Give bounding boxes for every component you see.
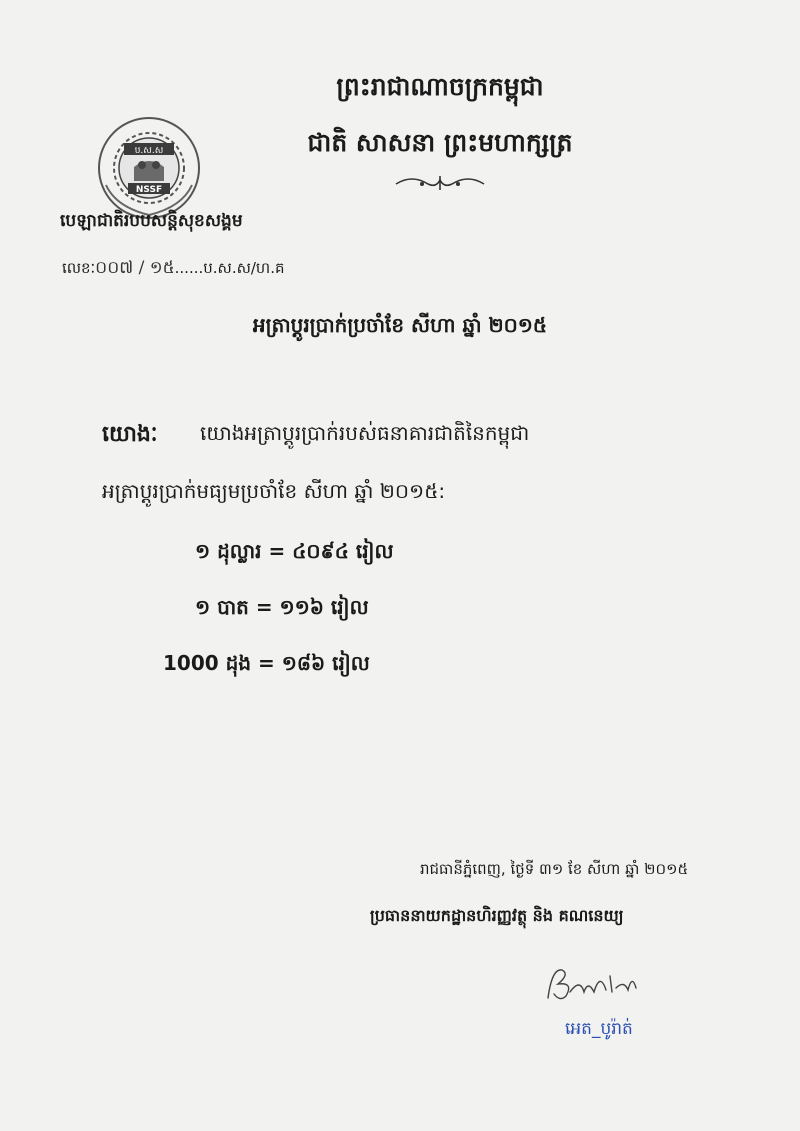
document-title: អត្រាប្តូរប្រាក់ប្រចាំខែ សីហា ឆ្នាំ ២០១៥ [252, 313, 548, 337]
rate-amount: ១ ដុល្លារ [195, 539, 262, 563]
logo-khmer-abbr: ប.ស.ស [134, 146, 164, 156]
rate-value: = ១៨៦ រៀល [258, 651, 370, 675]
rate-row-vnd [163, 650, 370, 680]
reference-handwritten-number: ០០៧ [95, 258, 134, 278]
rates-intro: អត្រាប្តូរប្រាក់មធ្យមប្រចាំខែ សីហា ឆ្នាំ ២០១៥: [102, 479, 446, 503]
kingdom-heading: ព្រះរាជាណាចក្រកម្ពុជា [336, 72, 544, 101]
signatory-title: ប្រធាននាយកដ្ឋានហិរញ្ញវត្ថុ និង គណនេយ្យ [370, 906, 624, 925]
rate-row-usd [195, 538, 394, 568]
reference-suffix: ......ប.ស.ស/ហ.គ [174, 259, 285, 277]
rate-amount: ១ បាត [195, 595, 249, 619]
rate-value: = ១១៦ រៀល [255, 595, 369, 619]
ornament-divider-icon [392, 172, 488, 194]
reference-label: យោងៈ [102, 422, 158, 447]
nssf-logo [96, 115, 202, 221]
logo-nssf-abbr: NSSF [135, 185, 163, 195]
reference-prefix: លេខៈ [62, 259, 96, 277]
rate-value: = ៤០៩៤ រៀល [268, 539, 394, 563]
reference-number: លេខៈ០០៧ / ១៥......ប.ស.ស/ហ.គ [62, 258, 285, 278]
signer-name: អេត_បូរ៉ាត់ [565, 1019, 633, 1039]
handwritten-signature [540, 958, 650, 1008]
reference-text: យោងអត្រាប្តូរប្រាក់របស់ធនាគារជាតិនៃកម្ពុជា [200, 421, 530, 445]
reference-handwritten-year: ១៥ [149, 258, 175, 278]
organization-name: បេឡាជាតិរបបសន្តិសុខសង្គម [60, 211, 243, 231]
rate-row-thb [195, 594, 369, 624]
rate-amount: 1000 ដុង [163, 651, 252, 675]
national-motto: ជាតិ សាសនា ព្រះមហាក្សត្រ [307, 128, 573, 157]
place-and-date: រាជធានីភ្នំពេញ, ថ្ងៃទី ៣១ ខែ សីហា ឆ្នាំ ២០១៥ [420, 860, 689, 878]
